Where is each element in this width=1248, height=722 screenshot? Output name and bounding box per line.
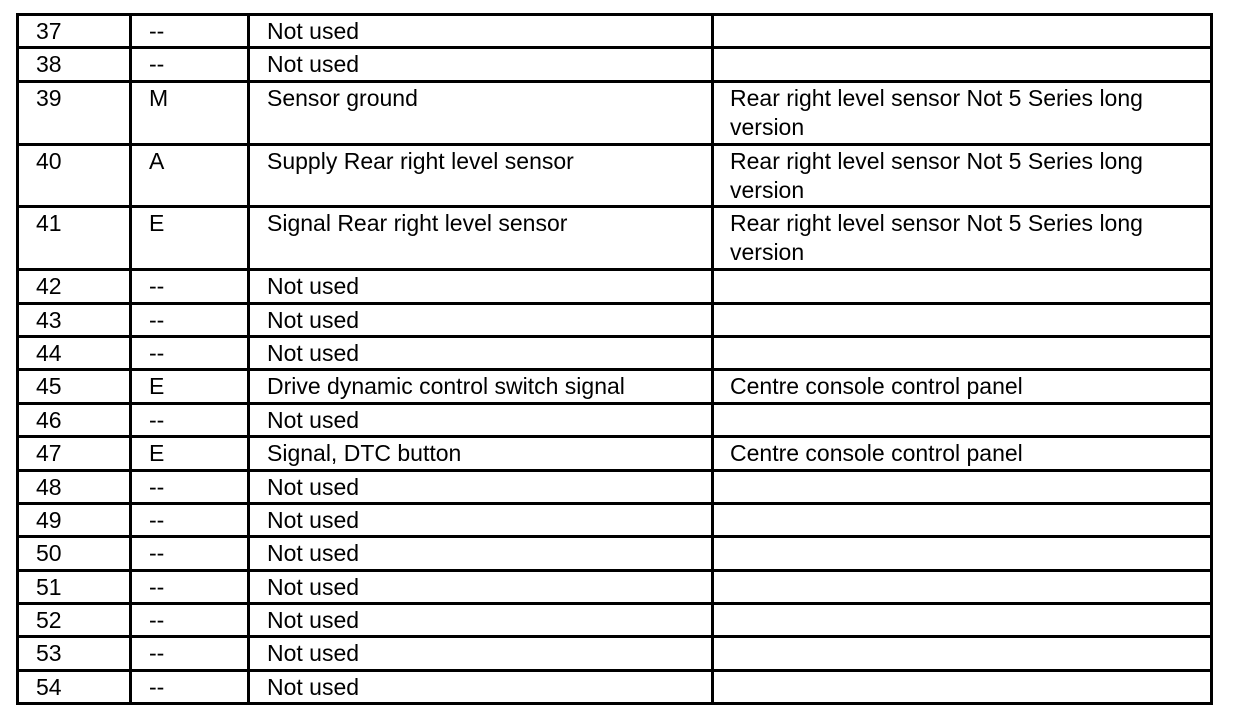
description-cell: Not used [249, 270, 713, 303]
notes-cell [713, 670, 1212, 703]
signal-type-cell: -- [131, 604, 249, 637]
description-cell: Not used [249, 303, 713, 336]
pin-number-cell: 39 [18, 81, 131, 144]
table-row [18, 15, 1212, 48]
signal-type-cell: -- [131, 670, 249, 703]
description-cell: Not used [249, 570, 713, 603]
table-row [18, 604, 1212, 637]
notes-cell: Centre console control panel [713, 437, 1212, 470]
notes-cell: Rear right level sensor Not 5 Series long version [713, 144, 1212, 207]
signal-type-cell: -- [131, 303, 249, 336]
signal-type-cell: E [131, 370, 249, 403]
pin-number-cell: 44 [18, 336, 131, 369]
table-row [18, 537, 1212, 570]
pin-table-body [18, 15, 1212, 704]
pin-number-cell: 53 [18, 637, 131, 670]
table-row [18, 403, 1212, 436]
notes-cell [713, 503, 1212, 536]
table-row [18, 81, 1212, 144]
table-row [18, 570, 1212, 603]
pin-number-cell: 49 [18, 503, 131, 536]
signal-type-cell: E [131, 207, 249, 270]
signal-type-cell: A [131, 144, 249, 207]
table-row [18, 637, 1212, 670]
pin-number-cell: 48 [18, 470, 131, 503]
pin-number-cell: 38 [18, 48, 131, 81]
notes-cell: Rear right level sensor Not 5 Series long version [713, 81, 1212, 144]
description-cell: Not used [249, 670, 713, 703]
table-row [18, 48, 1212, 81]
pin-number-cell: 41 [18, 207, 131, 270]
pin-number-cell: 52 [18, 604, 131, 637]
notes-cell [713, 15, 1212, 48]
signal-type-cell: -- [131, 403, 249, 436]
notes-cell [713, 570, 1212, 603]
table-row [18, 207, 1212, 270]
pin-number-cell: 54 [18, 670, 131, 703]
notes-cell [713, 403, 1212, 436]
notes-cell: Centre console control panel [713, 370, 1212, 403]
notes-cell [713, 470, 1212, 503]
notes-cell [713, 270, 1212, 303]
pin-assignment-table [16, 13, 1213, 705]
pin-number-cell: 46 [18, 403, 131, 436]
pin-number-cell: 47 [18, 437, 131, 470]
table-row [18, 503, 1212, 536]
description-cell: Signal Rear right level sensor [249, 207, 713, 270]
signal-type-cell: -- [131, 336, 249, 369]
description-cell: Signal, DTC button [249, 437, 713, 470]
table-row [18, 437, 1212, 470]
pin-number-cell: 50 [18, 537, 131, 570]
signal-type-cell: E [131, 437, 249, 470]
notes-cell [713, 336, 1212, 369]
signal-type-cell: M [131, 81, 249, 144]
description-cell: Not used [249, 503, 713, 536]
table-row [18, 144, 1212, 207]
pin-number-cell: 37 [18, 15, 131, 48]
notes-cell [713, 303, 1212, 336]
description-cell: Not used [249, 537, 713, 570]
notes-cell [713, 537, 1212, 570]
notes-cell: Rear right level sensor Not 5 Series long version [713, 207, 1212, 270]
signal-type-cell: -- [131, 537, 249, 570]
pin-number-cell: 42 [18, 270, 131, 303]
pin-number-cell: 40 [18, 144, 131, 207]
signal-type-cell: -- [131, 270, 249, 303]
description-cell: Not used [249, 336, 713, 369]
table-row [18, 270, 1212, 303]
table-row [18, 370, 1212, 403]
signal-type-cell: -- [131, 470, 249, 503]
description-cell: Drive dynamic control switch signal [249, 370, 713, 403]
pin-number-cell: 45 [18, 370, 131, 403]
description-cell: Sensor ground [249, 81, 713, 144]
notes-cell [713, 48, 1212, 81]
notes-cell [713, 637, 1212, 670]
pin-number-cell: 43 [18, 303, 131, 336]
table-row [18, 670, 1212, 703]
signal-type-cell: -- [131, 570, 249, 603]
signal-type-cell: -- [131, 15, 249, 48]
signal-type-cell: -- [131, 503, 249, 536]
description-cell: Not used [249, 403, 713, 436]
description-cell: Not used [249, 15, 713, 48]
signal-type-cell: -- [131, 48, 249, 81]
table-row [18, 470, 1212, 503]
signal-type-cell: -- [131, 637, 249, 670]
description-cell: Not used [249, 48, 713, 81]
description-cell: Supply Rear right level sensor [249, 144, 713, 207]
description-cell: Not used [249, 637, 713, 670]
description-cell: Not used [249, 470, 713, 503]
notes-cell [713, 604, 1212, 637]
table-row [18, 336, 1212, 369]
table-row [18, 303, 1212, 336]
description-cell: Not used [249, 604, 713, 637]
pin-number-cell: 51 [18, 570, 131, 603]
